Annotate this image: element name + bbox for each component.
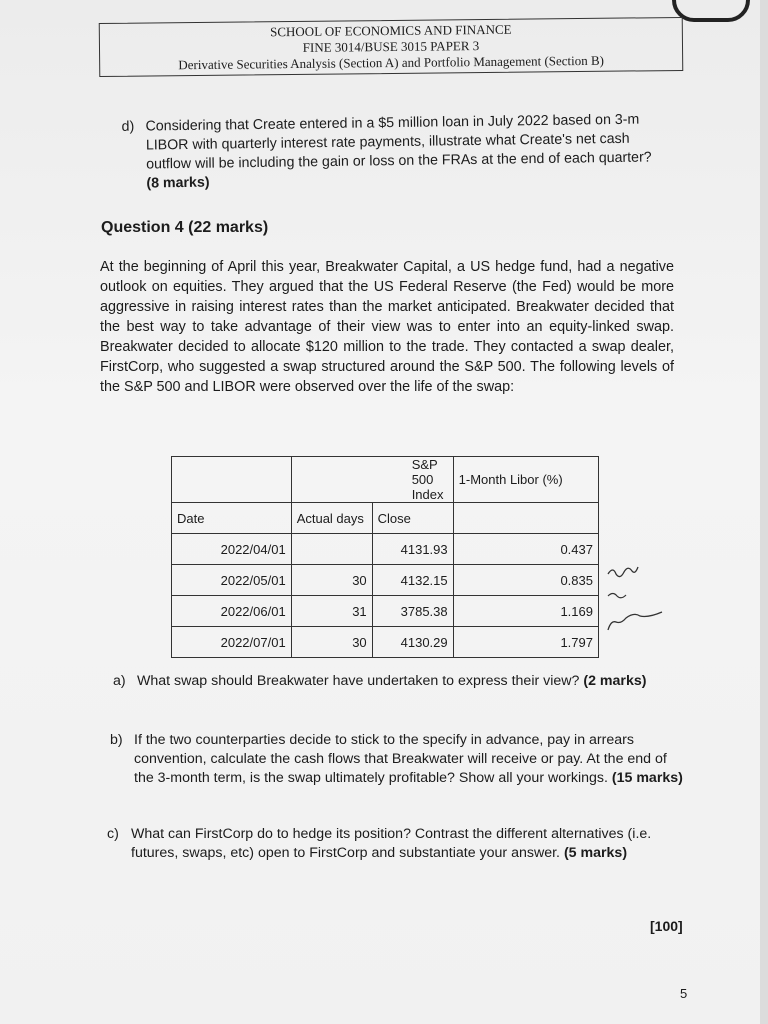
school-name: SCHOOL OF ECONOMICS AND FINANCE xyxy=(270,21,512,40)
date-cell: 2022/06/01 xyxy=(172,596,292,627)
date-column-header: Date xyxy=(172,503,292,534)
table-row xyxy=(172,534,599,565)
days-cell: 31 xyxy=(291,596,372,627)
part-c-marks: (5 marks) xyxy=(563,845,628,861)
exam-header xyxy=(99,17,684,77)
handwritten-squiggle-annotations xyxy=(604,556,674,636)
table-row xyxy=(172,565,599,596)
close-cell: 4132.15 xyxy=(372,565,453,596)
course-subtitle: Derivative Securities Analysis (Section A) and Portfolio Management (Section B) xyxy=(178,52,605,73)
table-row xyxy=(172,596,599,627)
part-a-marks: (2 marks) xyxy=(583,673,647,689)
part-b-label: b) xyxy=(110,732,123,748)
libor-cell: 1.169 xyxy=(453,596,598,627)
libor-cell: 0.835 xyxy=(453,565,598,596)
close-column-header: Close xyxy=(372,503,453,534)
squiggle-mark xyxy=(608,594,626,598)
date-cell: 2022/05/01 xyxy=(172,565,292,596)
date-cell: 2022/04/01 xyxy=(172,534,292,565)
part-c-label: c) xyxy=(107,826,119,842)
question-3d xyxy=(121,110,674,194)
libor-cell: 1.797 xyxy=(453,627,598,658)
part-a xyxy=(113,672,683,691)
table-row xyxy=(172,627,599,658)
sp500-libor-table xyxy=(171,456,599,658)
days-cell: 30 xyxy=(291,565,372,596)
table-group-header xyxy=(172,457,599,503)
days-cell: 30 xyxy=(291,627,372,658)
days-cell xyxy=(291,534,372,565)
question-4-intro: At the beginning of April this year, Breakwater Capital, a US hedge fund, had a negative outlook on equities. They argued that the US Federal Reserve (the Fed) would be more aggressive in raising interest rates than the market anticipated. Breakwater decided that the best way to take advantage of their view was to enter into an equity-linked swap. Breakwater decided to allocate $120 million to the trade. They contacted a swap dealer, FirstCorp, who suggested a swap structured around the S&P 500. The following levels of the S&P 500 and LIBOR were observed over the life of the swap: xyxy=(100,259,674,395)
table-column-header xyxy=(172,503,599,534)
libor-group-header: 1-Month Libor (%) xyxy=(453,457,598,503)
course-code: FINE 3014/BUSE 3015 PAPER 3 xyxy=(302,38,480,55)
question-3d-marks: (8 marks) xyxy=(146,174,210,192)
part-a-text: What swap should Breakwater have undertaken to express their view? xyxy=(137,673,580,689)
part-b-text: If the two counterparties decide to stick to the specify in advance, pay in arrears convention, calculate the cash flows that Breakwater will receive or pay. At the end of the 3-month term, is the swap ultimately profitable? Show all your workings. xyxy=(134,732,667,786)
part-c-text: What can FirstCorp do to hedge its position? Contrast the different alternatives (i.e. futures, swaps, etc) open to FirstCorp and substantiate your answer. xyxy=(131,826,652,861)
close-cell: 4131.93 xyxy=(372,534,453,565)
close-cell: 4130.29 xyxy=(372,627,453,658)
part-c xyxy=(107,825,687,863)
binder-clip-shape xyxy=(672,0,750,22)
question-4-title: Question 4 (22 marks) xyxy=(101,219,269,236)
part-a-label: a) xyxy=(113,673,126,689)
part-b-marks: (15 marks) xyxy=(611,770,683,786)
question-3d-label: d) xyxy=(121,118,135,135)
squiggle-mark xyxy=(608,567,638,577)
libor-cell: 0.437 xyxy=(453,534,598,565)
total-marks: [100] xyxy=(650,918,683,934)
sp500-group-header: S&P 500 Index xyxy=(291,457,453,503)
close-cell: 3785.38 xyxy=(372,596,453,627)
part-b xyxy=(110,731,684,788)
squiggle-mark xyxy=(608,612,662,630)
page-number: 5 xyxy=(680,986,688,1001)
date-cell: 2022/07/01 xyxy=(172,627,292,658)
question-3d-text: Considering that Create entered in a $5 million loan in July 2022 based on 3-m LIBOR with quarterly interest rate payments, illustrate what Create's net cash outflow will be including the gain or loss on the FRAs at the end of each quarter? xyxy=(145,111,652,173)
days-column-header: Actual days xyxy=(291,503,372,534)
